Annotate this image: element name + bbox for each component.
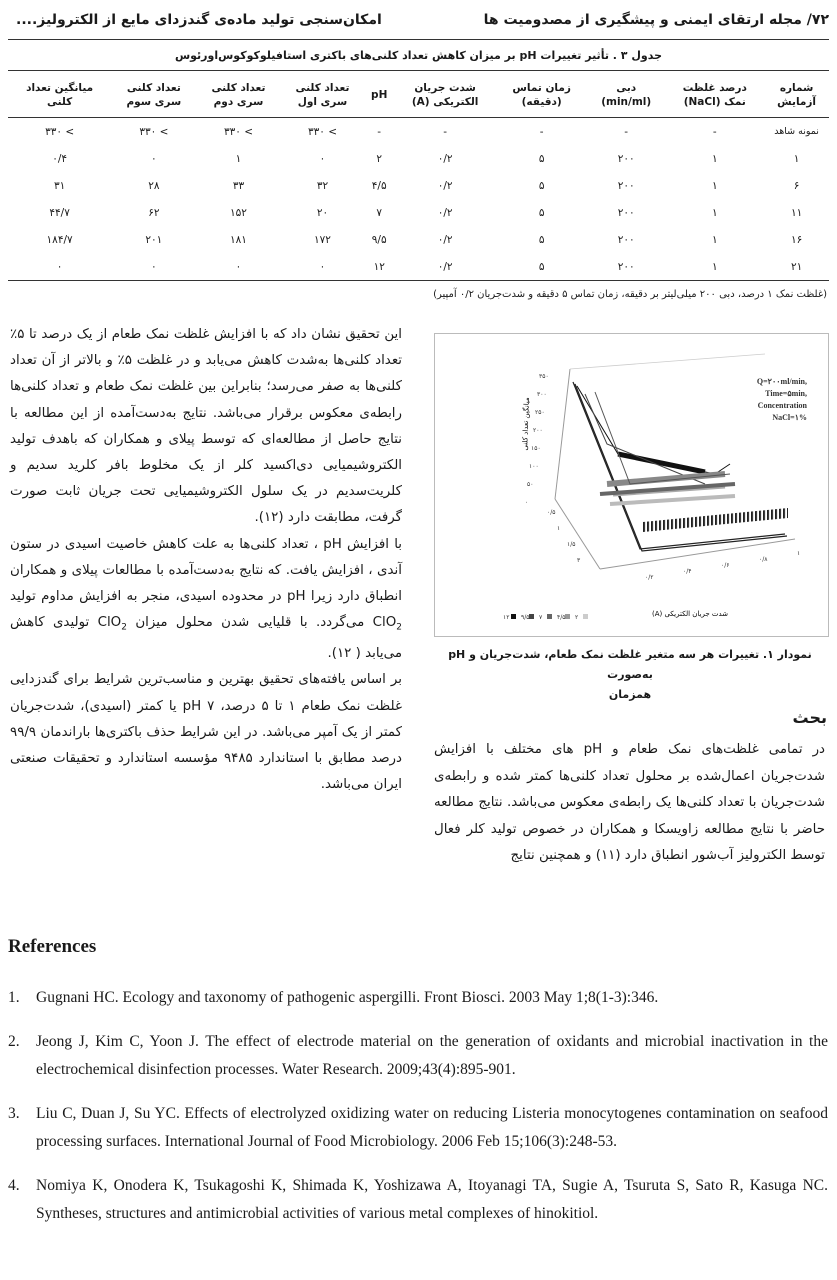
article-short-title: امکان‌سنجی تولید ماده‌ی گندزدای مایع از الکترولیز.... — [16, 12, 382, 28]
legend-label: ۹/۵ — [521, 614, 530, 621]
annotation-line: NaCl=۱% — [772, 413, 807, 422]
references-list — [8, 984, 828, 1244]
chart-annotation — [757, 377, 808, 422]
table-body — [8, 118, 829, 281]
chemical-formula-2: ClO$_2$ — [97, 615, 127, 633]
table-cell: ۳۱ — [53, 179, 66, 192]
references-heading: References — [8, 936, 97, 957]
table-cell: ۰/۲ — [394, 253, 496, 281]
table-cell: ۳۳ — [232, 179, 245, 192]
legend-swatch — [565, 614, 570, 619]
y-tick-label: ۰ — [525, 499, 529, 506]
annotation-line: Q=۲۰۰ml/min, — [756, 377, 807, 386]
table-cell: > ۳۳۰ — [45, 125, 75, 138]
reference-number: 2. — [8, 1033, 20, 1050]
legend-swatch — [511, 614, 516, 619]
y-tick-label: ۱۵۰ — [531, 445, 541, 452]
table-header-cell: زمان تماس (دقیقه) — [496, 71, 587, 118]
table-cell: ۵ — [538, 179, 545, 192]
x-tick-label: ۰/۶ — [721, 562, 730, 569]
table-cell: - — [712, 125, 717, 138]
table-cell: ۴/۵ — [371, 179, 387, 192]
table-cell: ۵ — [538, 206, 545, 219]
running-header — [8, 8, 829, 34]
series-ph-9-5 — [577, 386, 730, 474]
paragraph-2-text-a: با افزایش pH ، تعداد کلنی‌ها به علت کاهش خاصیت اسیدی در ستون آندی ، افزایش یافت. که نتایج به‌دست‌آمده با مطالعات پیلای و همکاران انطباق دارد زیرا pH در محدوده اسیدی، منجر به افزایش مداوم تولید — [10, 536, 402, 605]
reference-item — [8, 1028, 828, 1084]
depth-tick-label: ۱/۵ — [567, 541, 576, 548]
table-cell: ۰/۲ — [437, 179, 453, 192]
x-tick-labels — [645, 550, 800, 581]
table-cell: نمونه شاهد — [774, 126, 819, 137]
table-cell: ۱۲ — [364, 253, 393, 281]
table-cell: ۲۸ — [148, 179, 160, 192]
reference-item — [8, 1100, 828, 1156]
y-tick-label: ۳۵۰ — [539, 373, 549, 380]
table-cell: ۲۰۰ — [617, 152, 635, 165]
table-cell: ۵ — [538, 233, 545, 246]
table-cell: ۰/۴ — [52, 152, 68, 165]
depth-tick-label: ۰/۵ — [547, 509, 556, 516]
table-cell: ۱ — [793, 152, 800, 165]
x-tick-label: ۰/۸ — [759, 556, 768, 563]
table-header-cell: تعداد کلنی سری سوم — [111, 71, 196, 118]
y-tick-label: ۲۰۰ — [533, 427, 543, 434]
chart-figure — [434, 333, 829, 637]
table-cell: ۰ — [8, 253, 111, 281]
depth-tick-labels — [547, 509, 581, 564]
table-cell: ۰ — [280, 253, 364, 281]
table-cell: ۲۰۱ — [145, 233, 163, 246]
paragraph-3: بر اساس یافته‌های تحقیق بهترین و مناسب‌ترین شرایط برای گندزدایی غلظت نمک طعام ۱ تا ۵ درصد، pH ۷ یا کمتر (اسیدی)، شدت‌جریان کمتر از یک آمپر می‌باشد. در این شرایط حذف باکتری‌ها باراندمان ۹۹/۹ درصد مطابق با استاندارد ۹۴۸۵ مؤسسه استاندارد و تحقیقات صنعتی ایران می‌باشد. — [10, 672, 402, 793]
table-cell: ۲۰ — [316, 206, 329, 219]
table-row — [8, 226, 829, 253]
table-header-row — [8, 71, 829, 118]
chart-3d-plot — [435, 334, 828, 636]
table-cell: ۱ — [711, 233, 718, 246]
table-cell: ۰ — [196, 253, 280, 281]
reference-text: Liu C, Duan J, Su YC. Effects of electrolyzed oxidizing water on reducing Listeria monocytogenes contamination on seafood processing surfaces. International Journal of Food Microbiology. 2006 Feb 15;106(3):248-53. — [36, 1105, 828, 1150]
table-cell: ۲۱ — [764, 253, 829, 281]
legend-label: ۲ — [575, 614, 579, 621]
table-caption: جدول ۳ . تأثیر تغییرات pH بر میزان کاهش تعداد کلنی‌های باکتری استافیلوکوکوس‌اورئوس — [174, 49, 663, 62]
table-cell: ۰/۲ — [437, 206, 453, 219]
table-cell: ۱ — [711, 179, 718, 192]
table-cell: ۹/۵ — [371, 233, 387, 246]
table-cell: ۶۲ — [148, 206, 160, 219]
table-cell: ۱۱ — [790, 206, 803, 219]
x-tick-label: ۱ — [797, 550, 801, 557]
figure-caption-line-2: همزمان — [608, 688, 652, 701]
chart-legend — [503, 614, 588, 621]
table-cell: ۳۲ — [316, 179, 329, 192]
table-cell: ۱ — [711, 152, 718, 165]
header-rule — [8, 39, 829, 40]
table-cell: ۲۰۰ — [617, 233, 635, 246]
table-header-cell: تعداد کلنی سری دوم — [196, 71, 280, 118]
table-cell: ۶ — [793, 179, 800, 192]
table-cell: > ۳۳۰ — [223, 125, 253, 138]
y-tick-label: ۳۰۰ — [537, 391, 547, 398]
reference-number: 4. — [8, 1177, 20, 1194]
table-cell: ۵ — [496, 253, 587, 281]
legend-label: ۴/۵ — [557, 614, 566, 621]
table-cell: ۴۴/۷ — [49, 206, 70, 219]
back-top-line — [570, 354, 765, 369]
depth-tick-label: ۱ — [557, 525, 561, 532]
figure-caption-line-1: نمودار ۱. تغییرات هر سه متغیر غلظت نمک طعام، شدت‌جریان و pH به‌صورت — [448, 648, 812, 681]
legend-swatch — [583, 614, 588, 619]
y-tick-label: ۱۰۰ — [529, 463, 539, 470]
table-row — [8, 118, 829, 146]
reference-item — [8, 984, 828, 1012]
table-cell: - — [624, 125, 629, 138]
table-cell: ۱۶ — [790, 233, 803, 246]
paragraph-2-text-b: می‌گردد. با قلیایی شدن محلول میزان — [135, 615, 365, 631]
table-cell: - — [539, 125, 544, 138]
table-cell: ۰ — [151, 152, 157, 165]
y-tick-label: ۲۵۰ — [535, 409, 545, 416]
table-cell: ۰ — [111, 253, 196, 281]
table-cell: > ۳۳۰ — [307, 125, 337, 138]
legend-swatch — [547, 614, 552, 619]
table-cell: ۷ — [376, 206, 383, 219]
table-container — [8, 70, 829, 281]
reference-text: Nomiya K, Onodera K, Tsukagoshi K, Shimada K, Yoshizawa A, Itoyanagi TA, Sugie A, Tsuruta S, Sato R, Kasuga NC. Syntheses, structures and antimicrobial activities of various metal complexes of hinokitiol. — [36, 1177, 828, 1222]
table-header-cell: تعداد کلنی سری اول — [280, 71, 364, 118]
table-cell: ۲۰۰ — [587, 253, 665, 281]
table-row — [8, 145, 829, 172]
table-cell: ۱۵۲ — [230, 206, 247, 219]
y-axis-line — [555, 369, 570, 499]
table-header-cell: میانگین تعداد کلنی — [8, 71, 111, 118]
reference-item — [8, 1172, 828, 1228]
paragraph-1: این تحقیق نشان داد که با افزایش غلظت نمک طعام از یک درصد تا ۵٪ تعداد کلنی‌ها به‌شدت کاهش می‌یابد و در غلظت ۵٪ و بالاتر از آن تعداد کلنی‌ها به صفر می‌رسد؛ بنابراین بین غلظت نمک طعام و تعداد کلنی‌ها رابطه‌ی معکوس برقرار می‌باشد. نتایج به‌دست‌آمده از این مطالعه با نتایج حاصل از مطالعه‌ای که توسط پیلای و همکاران که باهدف تولید الکتروشیمیایی دی‌اکسید کلر از یک مخلوط بافر کلرید سدیم و کلریت‌سدیم در یک سلول الکتروشیمیایی تحت جریان ثابت صورت گرفت، مطابقت دارد (۱۲). — [10, 327, 403, 526]
table-cell: ۱۷۲ — [314, 233, 331, 246]
results-table — [8, 70, 829, 281]
y-tick-label: ۵۰ — [527, 481, 534, 488]
table-row — [8, 172, 829, 199]
reference-number: 3. — [8, 1105, 20, 1122]
table-cell: ۰/۲ — [437, 152, 453, 165]
reference-number: 1. — [8, 989, 20, 1006]
table-cell: ۲۰۰ — [617, 206, 635, 219]
section-heading: بحث — [792, 708, 827, 727]
table-cell: ۱ — [665, 253, 764, 281]
table-header-cell: شماره آزمایش — [764, 71, 829, 118]
table-header-cell: درصد غلظت نمک (NaCl) — [665, 71, 764, 118]
paragraph-2-text-c: تولیدی کاهش می‌یابد ( ۱۲). — [10, 615, 402, 662]
table-cell: ۰/۲ — [437, 233, 453, 246]
paragraph-2 — [10, 532, 402, 668]
table-cell: ۵ — [538, 152, 545, 165]
legend-label: ۷ — [539, 614, 543, 621]
y-axis-label: میانگین تعداد کلنی — [521, 397, 531, 451]
table-row — [8, 253, 829, 281]
table-cell: ۲۰۰ — [617, 179, 635, 192]
table-cell: - — [443, 125, 448, 138]
table-header-cell: pH — [364, 71, 393, 118]
table-cell: - — [377, 125, 382, 138]
journal-title: ۷۲/ مجله ارتقای ایمنی و پیشگیری از مصدومیت ها — [483, 12, 829, 28]
discussion-paragraph: در تمامی غلظت‌های نمک طعام و pH های مختلف با افزایش شدت‌جریان اعمال‌شده بر محلول تعداد کلنی‌ها کمتر شده و رابطه‌ی شدت‌جریان با تعداد کلنی‌ها یک رابطه‌ی معکوس می‌باشد. نتایج مطالعه حاضر با نتایج مطالعه زاویسکا و همکاران در خصوص تولید کلر فعال توسط الکترولیز آب‌شور انطباق دارد (۱۱) و همچنین نتایج — [434, 742, 826, 863]
annotation-line: Concentration — [757, 401, 807, 410]
annotation-line: Time=۵min, — [765, 389, 807, 398]
reference-text: Gugnani HC. Ecology and taxonomy of pathogenic aspergilli. Front Biosci. 2003 May 1;8(1-3):346. — [36, 989, 659, 1006]
conclusion-text — [10, 322, 402, 798]
table-cell: > ۳۳۰ — [139, 125, 169, 138]
x-axis-label: شدت جریان الکتریکی (A) — [651, 610, 729, 618]
table-cell: ۱۸۱ — [230, 233, 247, 246]
x-tick-label: ۰/۴ — [683, 568, 692, 575]
table-cell: ۱ — [711, 206, 718, 219]
legend-swatch — [529, 614, 534, 619]
table-cell: ۱ — [235, 152, 242, 165]
legend-label: ۱۲ — [503, 614, 510, 621]
flat-ribbon — [643, 508, 788, 532]
table-header-cell: شدت جریان الکتریکی (A) — [394, 71, 496, 118]
table-cell: ۱۸۴/۷ — [46, 233, 73, 246]
reference-text: Jeong J, Kim C, Yoon J. The effect of electrode material on the generation of oxidants and microbial inactivation in the electrochemical disinfection processes. Water Research. 2009;43(4):895-901. — [36, 1033, 828, 1078]
figure-caption — [436, 645, 824, 705]
x-tick-label: ۰/۲ — [645, 574, 654, 581]
table-cell: ۰ — [319, 152, 326, 165]
chemical-formula: ClO$_2$ — [372, 615, 402, 633]
table-header-cell: دبی (min/ml) — [587, 71, 665, 118]
table-row — [8, 199, 829, 226]
table-note: (غلظت نمک ۱ درصد، دبی ۲۰۰ میلی‌لیتر بر دقیقه، زمان تماس ۵ دقیقه و شدت‌جریان ۰/۲ آمپیر) — [433, 289, 827, 300]
depth-tick-label: ۳ — [577, 557, 581, 564]
table-cell: ۲ — [376, 152, 383, 165]
